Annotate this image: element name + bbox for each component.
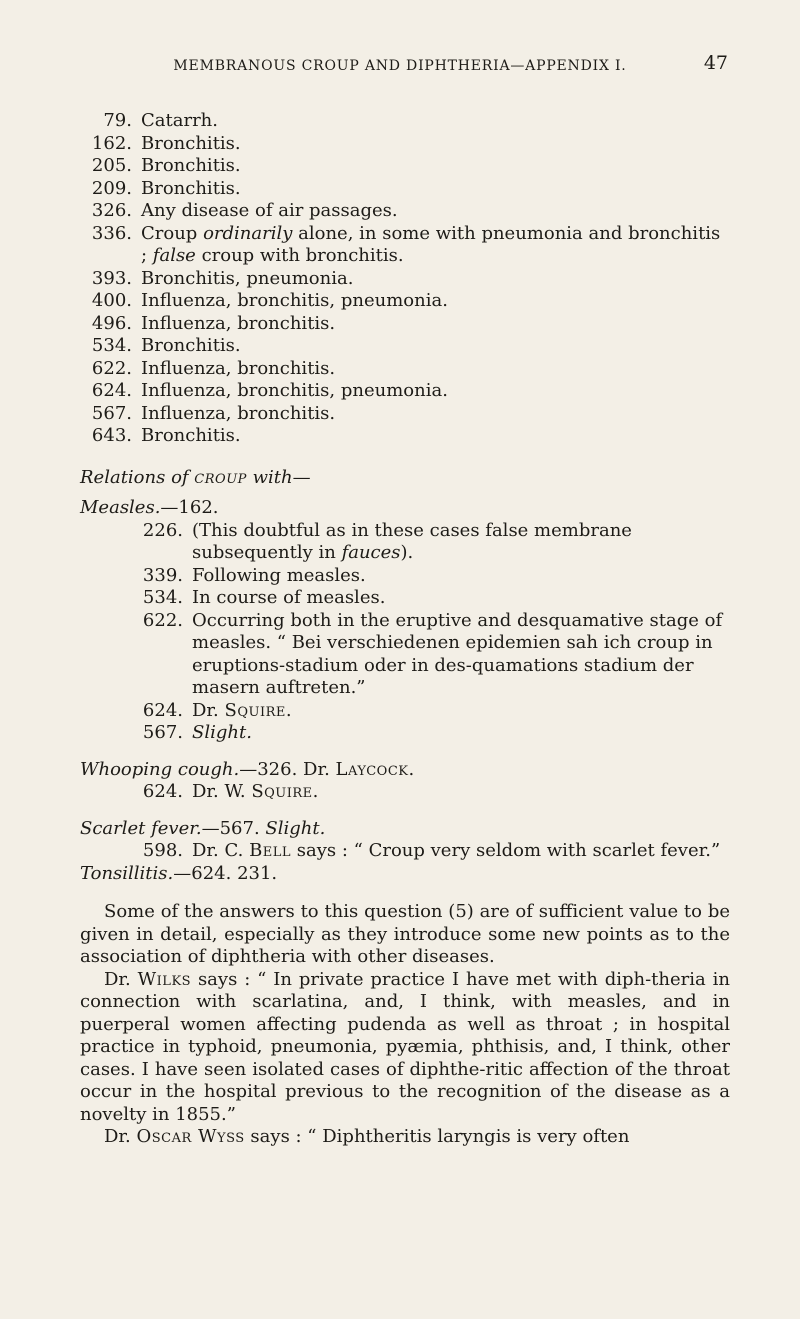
paragraph: Some of the answers to this question (5) are of sufficient value to be given in detail, especially as they introduce some new points as to the association of diphtheria with other diseases. — [80, 901, 730, 967]
list-item: 162. Bronchitis. — [91, 132, 241, 154]
list-item: 598. Dr. C. Bell says : “ Croup very seldom with scarlet fever.” — [142, 840, 721, 861]
paragraph: Dr. Oscar Wyss says : “ Diphtheritis laryngis is very often — [104, 1126, 630, 1147]
list-item: 534. Bronchitis. — [91, 335, 241, 356]
page-number: 47 — [703, 52, 728, 74]
list-item: 624. Dr. W. Squire. — [142, 781, 319, 802]
numbered-list — [80, 110, 730, 448]
list-item: 205. Bronchitis. — [91, 155, 241, 176]
page-body — [80, 110, 730, 1149]
list-item: 624. Dr. Squire. — [142, 699, 292, 721]
list-item: 226. (This doubtful as in these cases false membrane subsequently in fauces). — [142, 519, 632, 563]
running-header — [0, 52, 800, 74]
tonsillitis-heading: Tonsillitis.—624. 231. — [80, 862, 278, 884]
whooping-cough-heading: Whooping cough.—326. Dr. Laycock. — [80, 758, 415, 780]
list-item: 393. Bronchitis, pneumonia. — [91, 267, 354, 289]
paragraph: Dr. Wilks says : “ In private practice I have met with diph-theria in connection with scarlatina, and, I think, with measles, and in puerperal women affecting pudenda as well as throat ; in hospital practice in typhoid, pneumonia, pyæmia, phthisis, and, I think, other cases. I have seen isolated cases of diphthe-ritic affection of the throat occur in the hospital previous to the recognition of the disease as a novelty in 1855.” — [80, 968, 730, 1125]
section-title-relations: Relations of croup with— — [80, 466, 311, 488]
list-item: 643. Bronchitis. — [91, 425, 241, 446]
list-item: 534. In course of measles. — [142, 587, 386, 608]
running-title: MEMBRANOUS CROUP AND DIPHTHERIA—APPENDIX I. — [173, 58, 627, 74]
scarlet-fever-block — [80, 818, 730, 863]
list-item: 209. Bronchitis. — [91, 177, 241, 199]
list-item: 622. Influenza, bronchitis. — [91, 357, 336, 379]
list-item: 400. Influenza, bronchitis, pneumonia. — [91, 290, 448, 311]
list-item: 326. Any disease of air passages. — [91, 200, 398, 221]
list-item: 622. Occurring both in the eruptive and desquamative stage of measles. “ Bei verschiedenen epidemien sah ich croup in eruptions-stadium oder in des-quamations stadium der masern auftreten.” — [142, 609, 723, 698]
measles-heading: Measles.—162. — [80, 497, 219, 518]
measles-block — [80, 497, 730, 745]
list-item: 567. Influenza, bronchitis. — [91, 402, 336, 424]
list-item: 79. Catarrh. — [103, 110, 218, 131]
list-item: 624. Influenza, bronchitis, pneumonia. — [91, 380, 448, 401]
list-item: 336. Croup ordinarily alone, in some with pneumonia and bronchitis ; false croup with bronchitis. — [91, 222, 721, 266]
list-item: 567. Slight. — [142, 722, 252, 743]
scarlet-fever-heading: Scarlet fever.—567. Slight. — [80, 817, 326, 839]
list-item: 496. Influenza, bronchitis. — [91, 312, 336, 334]
list-item: 339. Following measles. — [142, 564, 366, 586]
tonsillitis-block — [80, 863, 730, 886]
whooping-cough-block — [80, 759, 730, 804]
